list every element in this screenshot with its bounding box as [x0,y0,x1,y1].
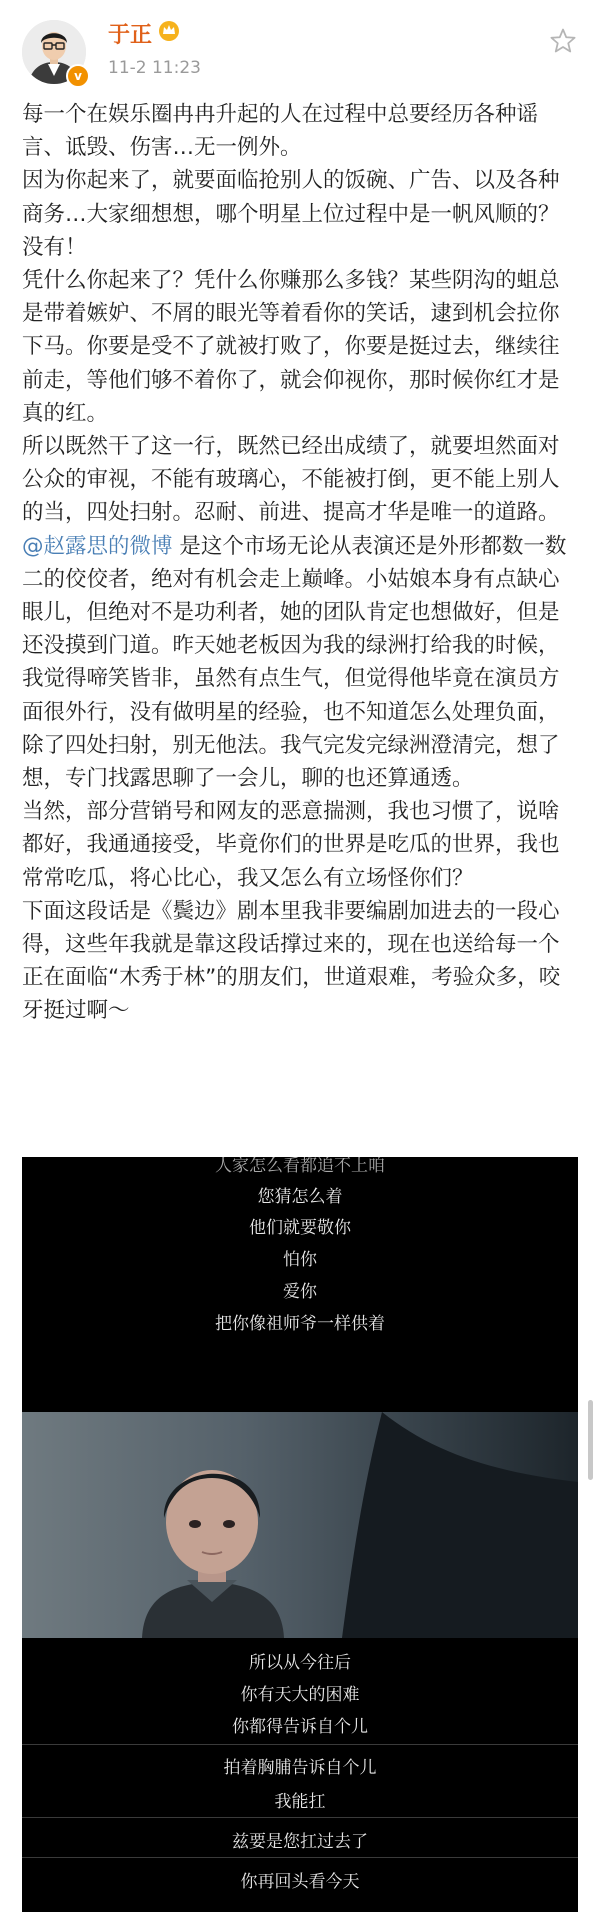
frame-divider [22,1857,578,1858]
subtitle-line: 他们就要敬你 [249,1218,351,1238]
subtitle-line: 我能扛 [274,1792,326,1812]
star-outline-icon[interactable] [548,26,578,60]
post-paragraph: 因为你起来了，就要面临抢别人的饭碗、广告、以及各种商务…大家细想想，哪个明星上位过程中是一帆风顺的？没有！ [22,168,560,260]
post-text [22,98,578,1028]
subtitle-line: 您猜怎么着 [257,1187,343,1207]
subtitle-line: 你都得告诉自个儿 [232,1717,368,1737]
post-paragraph: 每一个在娱乐圈冉冉升起的人在过程中总要经历各种谣言、诋毁、伤害…无一例外。 [22,102,539,161]
film-still [22,1412,578,1638]
post-timestamp: 11-2 11:23 [108,58,201,78]
subtitle-line: 所以从今往后 [249,1653,351,1673]
subtitle-line: 你再回头看今天 [240,1872,360,1892]
crown-icon [158,20,180,46]
post-paragraph: 下面这段话是《鬓边》剧本里我非要编剧加进去的一段心得，这些年我就是靠这段话撑过来的，现在也送给每一个正在面临“木秀于林”的朋友们，世道艰难，考验众多，咬牙挺过啊〜 [22,898,561,1024]
post-paragraph: 所以既然干了这一行，既然已经出成绩了，就要坦然面对公众的审视，不能有玻璃心，不能被打倒，更不能上别人的当，四处扫射。忍耐、前进、提高才华是唯一的道路。 [22,434,560,526]
subtitle-line: 把你像祖师爷一样供着 [215,1314,385,1334]
verified-badge-icon: v [66,64,90,88]
subtitle-line: 你有天大的困难 [240,1685,360,1705]
frame-divider [22,1817,578,1818]
post-image[interactable] [22,1157,578,1912]
post-paragraph: 当然，部分营销号和网友的恶意揣测，我也习惯了，说啥都好，我通通接受，毕竟你们的世界是吃瓜的世界，我也常常吃瓜，将心比心，我又怎么有立场怪你们？ [22,799,560,891]
subtitle-line: 人家怎么看都追不上咱 [215,1157,385,1176]
subtitle-line: 拍着胸脯告诉自个儿 [223,1758,377,1778]
frame-divider [22,1744,578,1745]
subtitle-line: 爱你 [283,1282,317,1302]
post-header [0,0,600,90]
post-paragraph-mention [22,530,578,796]
post-paragraph: 凭什么你起来了？凭什么你赚那么多钱？某些阴沟的蛆总是带着嫉妒、不屑的眼光等着看你的笑话，逮到机会拉你下马。你要是受不了就被打败了，你要是挺过去，继续往前走，等他们够不着你了，就会仰视你，那时候你红才是真的红。 [22,268,560,426]
boy-figure-image [22,1412,578,1638]
mention-paragraph-text: 是这个市场无论从表演还是外形都数一数二的佼佼者，绝对有机会走上巅峰。小姑娘本身有点缺心眼儿，但绝对不是功利者，她的团队肯定也想做好，但是还没摸到门道。昨天她老板因为我的绿洲打给我的时候，我觉得啼笑皆非，虽然有点生气，但觉得他毕竟在演员方面很外行，没有做明星的经验，也不知道怎么处理负面，除了四处扫射，别无他法。我气完发完绿洲澄清完，想了想，专门找露思聊了一会儿，聊的也还算通透。 [22,533,567,792]
mention-link[interactable]: @赵露思的微博 [22,533,173,559]
subtitle-line: 怕你 [283,1250,317,1270]
scrollbar[interactable] [588,1400,593,1480]
subtitle-line: 兹要是您扛过去了 [232,1832,368,1852]
author-name[interactable]: 于正 [108,23,153,48]
